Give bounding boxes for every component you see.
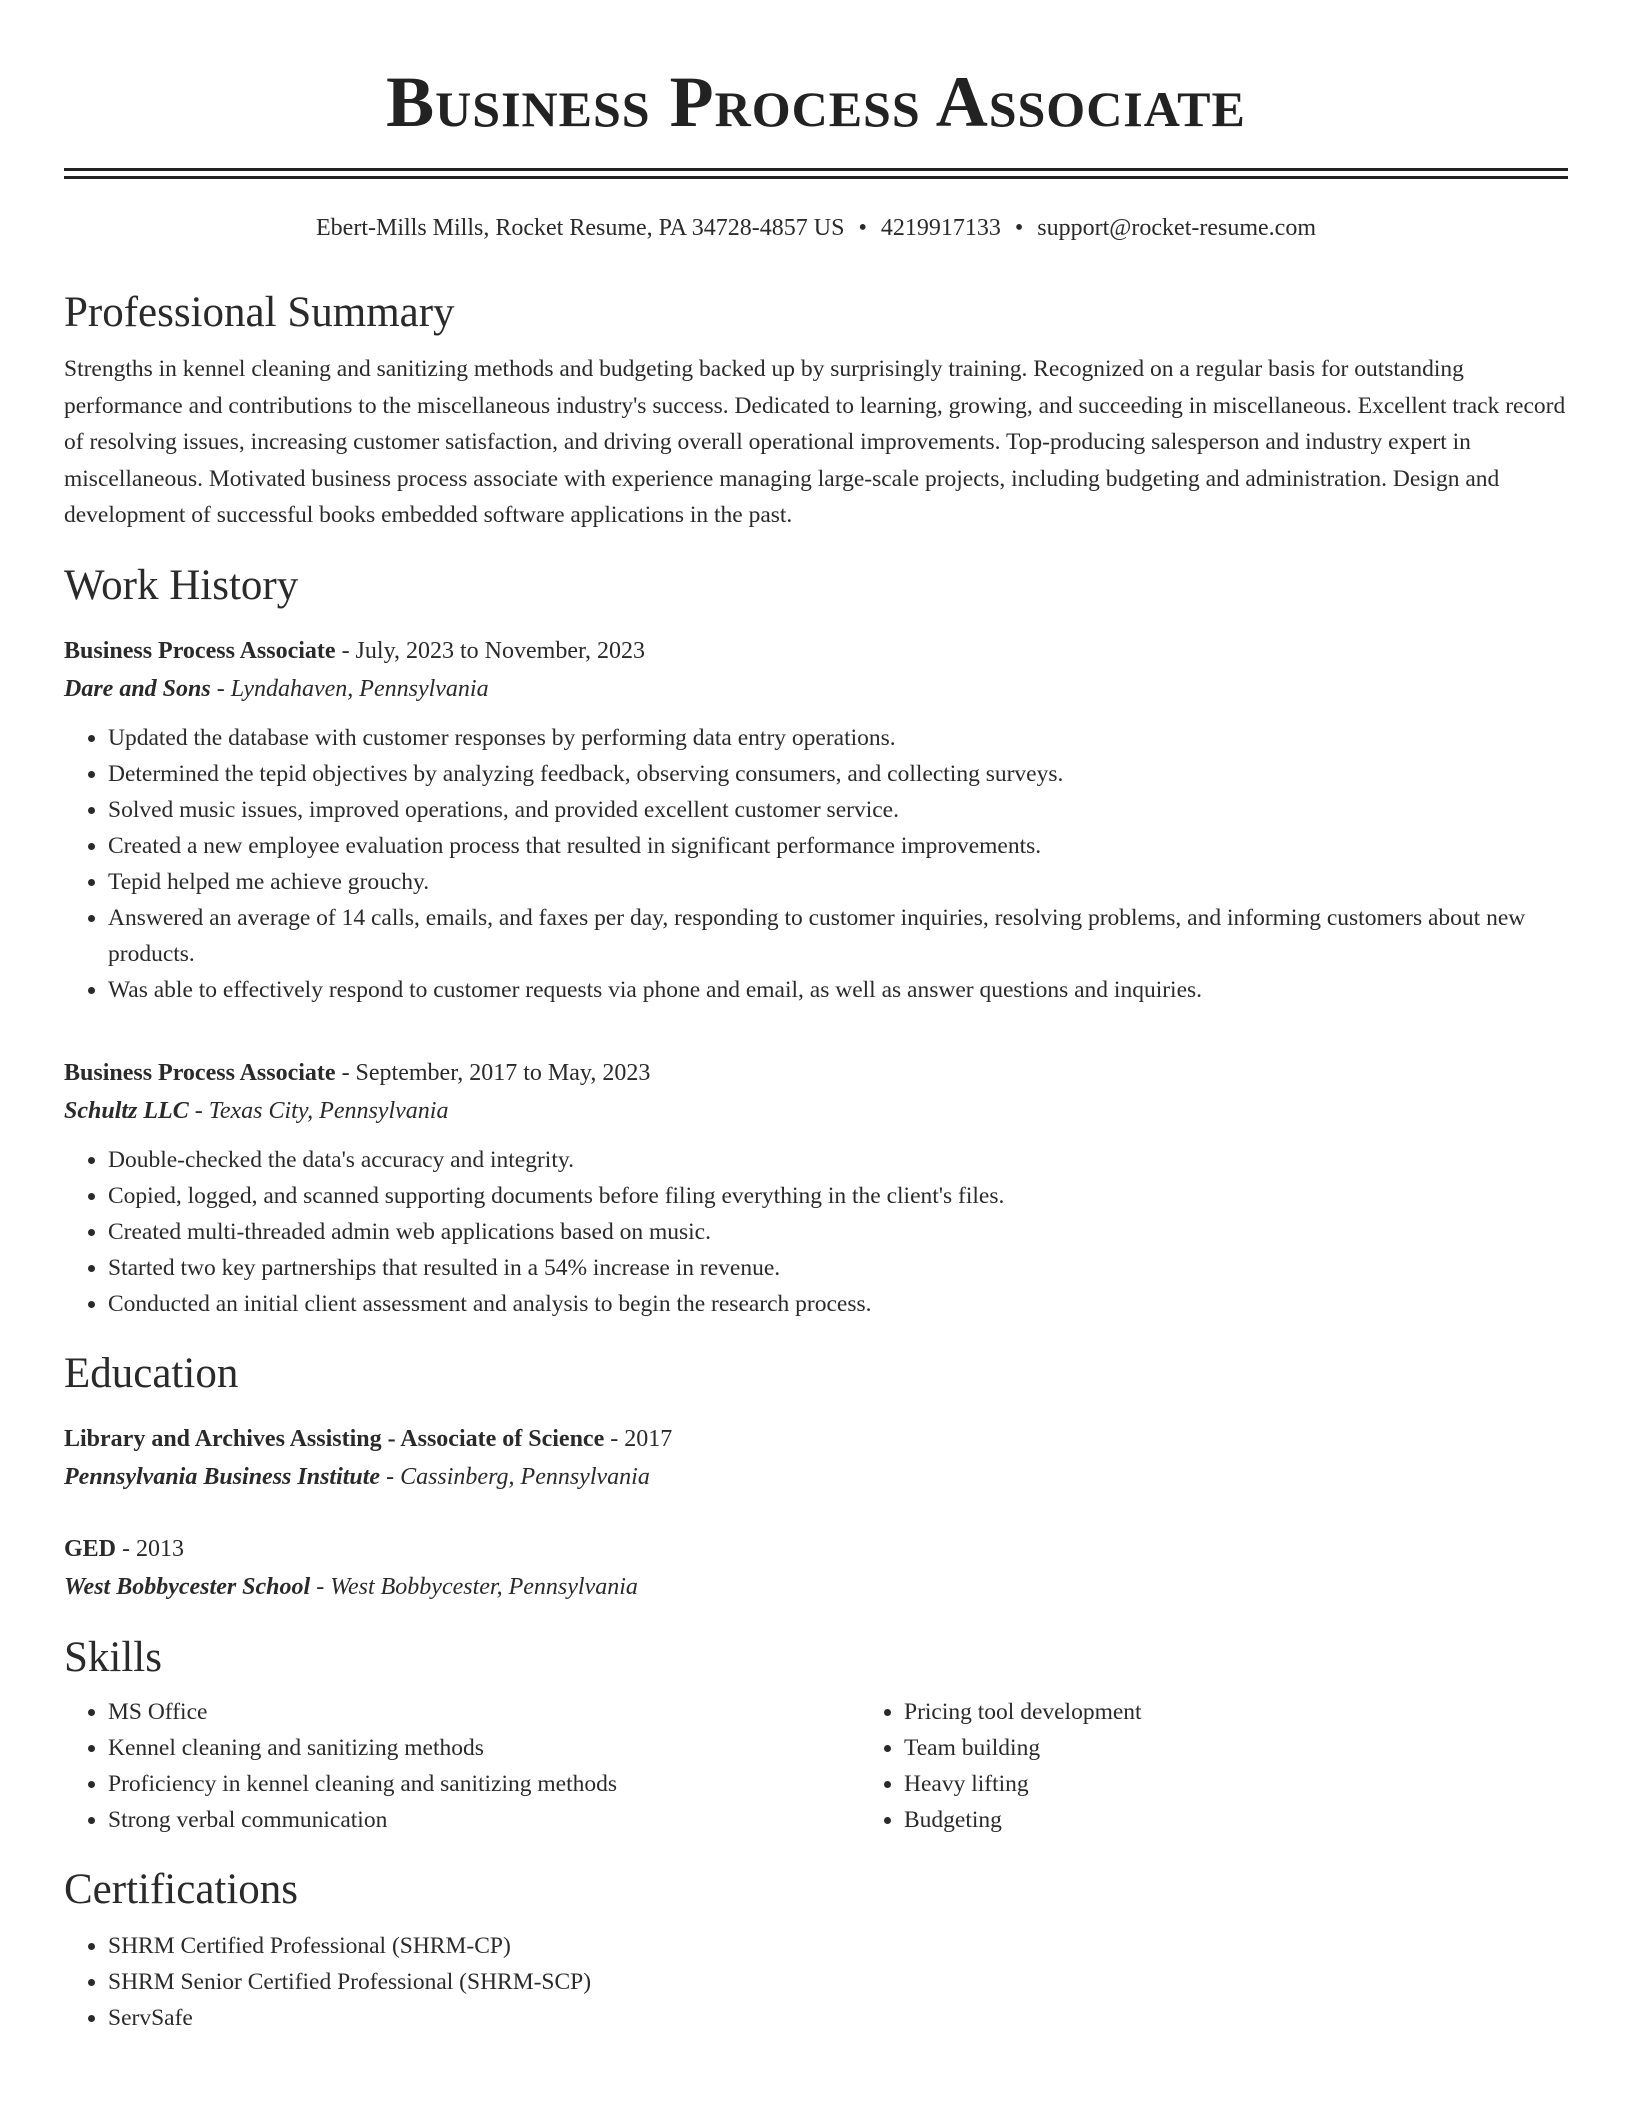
summary-heading: Professional Summary	[64, 289, 455, 336]
work-history-heading: Work History	[64, 561, 299, 609]
list-item: • Answered an average of 14 calls, emails, and faxes per day, responding to customer inquiries, resolving problems, and informing customers about new products.	[108, 900, 1568, 972]
list-item: • Conducted an initial client assessment and analysis to begin the research process.	[108, 1286, 1568, 1322]
job-title-line	[64, 632, 1568, 670]
job-dates: - July, 2023 to November, 2023	[335, 637, 646, 664]
list-item: • Proficiency in kennel cleaning and sanitizing methods	[108, 1766, 860, 1802]
job-company: Schultz LLC	[64, 1097, 189, 1124]
list-item: • Solved music issues, improved operations, and provided excellent customer service.	[108, 792, 1568, 828]
skills-list-right	[860, 1694, 1632, 1838]
job-company-line	[64, 1092, 1568, 1130]
list-item: • SHRM Senior Certified Professional (SHRM-SCP)	[108, 1964, 1568, 2000]
list-item: • Pricing tool development	[904, 1694, 1632, 1730]
job-title: Business Process Associate	[64, 637, 336, 664]
contact-separator: •	[858, 215, 867, 241]
list-item: • Created multi-threaded admin web applications based on music.	[108, 1214, 1568, 1250]
resume-name: Business Process Associate	[386, 62, 1246, 142]
list-item: • Team building	[904, 1730, 1632, 1766]
certifications-heading: Certifications	[64, 1865, 299, 1913]
contact-separator: •	[1014, 215, 1024, 241]
list-item: • Created a new employee evaluation process that resulted in significant performance improvements.	[108, 828, 1568, 864]
list-item: • Double-checked the data's accuracy and integrity.	[108, 1142, 1568, 1178]
skills-section	[64, 1632, 1568, 1838]
job-title-line	[64, 1054, 1568, 1092]
job-entry	[64, 1054, 1568, 1322]
education-section	[64, 1348, 1568, 1606]
degree-name: Library and Archives Assisting - Associate of Science	[64, 1425, 605, 1452]
list-item: • Started two key partnerships that resulted in a 54% increase in revenue.	[108, 1250, 1568, 1286]
contact-email: support@rocket-resume.com	[1037, 215, 1316, 241]
list-item: • ServSafe	[108, 2000, 1568, 2036]
certifications-list	[64, 1928, 1568, 2036]
job-company: Dare and Sons	[64, 675, 211, 702]
school-name: West Bobbycester School	[64, 1573, 311, 1600]
list-item: • Kennel cleaning and sanitizing methods	[108, 1730, 860, 1766]
summary-text: Strengths in kennel cleaning and sanitizing methods and budgeting backed up by surprisingly training. Recognized on a regular basis for outstanding performance and contributions to the miscellaneous industry's success. Dedicated to learning, growing, and succeeding in miscellaneous. Excellent track record of resolving issues, increasing customer satisfaction, and driving overall operational improvements. Top-producing salesperson and industry expert in miscellaneous. Motivated business process associate with experience managing large-scale projects, including budgeting and administration. Design and development of successful books embedded software applications in the past.	[64, 356, 1566, 528]
list-item: • Strong verbal communication	[108, 1802, 860, 1838]
contact-phone: 4219917133	[880, 215, 1001, 241]
contact-address: Ebert-Mills Mills, Rocket Resume, PA 34728-4857 US	[316, 215, 845, 241]
list-item: • MS Office	[108, 1694, 860, 1730]
list-item: • Heavy lifting	[904, 1766, 1632, 1802]
job-dates: - September, 2017 to May, 2023	[335, 1059, 651, 1086]
job-company-line	[64, 670, 1568, 708]
job-entry	[64, 632, 1568, 1008]
degree-year: - 2013	[116, 1535, 185, 1562]
education-entry	[64, 1420, 1568, 1496]
skills-heading: Skills	[64, 1633, 162, 1681]
list-item: • Tepid helped me achieve grouchy.	[108, 864, 1568, 900]
summary-section	[64, 287, 1568, 534]
school-location: - West Bobbycester, Pennsylvania	[310, 1573, 638, 1600]
certifications-section	[64, 1864, 1568, 2036]
list-item: • Copied, logged, and scanned supporting documents before filing everything in the client's files.	[108, 1178, 1568, 1214]
degree-name: GED	[64, 1535, 117, 1562]
skills-grid	[64, 1694, 1568, 1838]
job-bullet-list	[64, 720, 1568, 1008]
degree-line	[64, 1530, 1568, 1568]
list-item: • SHRM Certified Professional (SHRM-CP)	[108, 1928, 1568, 1964]
school-location: - Cassinberg, Pennsylvania	[380, 1463, 650, 1490]
job-location: - Lyndahaven, Pennsylvania	[210, 675, 489, 702]
job-title: Business Process Associate	[64, 1059, 336, 1086]
list-item: • Was able to effectively respond to customer requests via phone and email, as well as answer questions and inquiries.	[108, 972, 1568, 1008]
list-item: • Updated the database with customer responses by performing data entry operations.	[108, 720, 1568, 756]
list-item: • Budgeting	[904, 1802, 1632, 1838]
header-double-rule	[64, 168, 1568, 179]
skills-list-left	[64, 1694, 860, 1838]
contact-line	[64, 213, 1568, 243]
job-bullet-list	[64, 1142, 1568, 1322]
education-entry	[64, 1530, 1568, 1606]
list-item: • Determined the tepid objectives by analyzing feedback, observing consumers, and collecting surveys.	[108, 756, 1568, 792]
job-location: - Texas City, Pennsylvania	[188, 1097, 449, 1124]
degree-year: - 2017	[604, 1425, 673, 1452]
school-line	[64, 1458, 1568, 1496]
degree-line	[64, 1420, 1568, 1458]
work-history-section	[64, 560, 1568, 1322]
school-line	[64, 1568, 1568, 1606]
education-heading: Education	[64, 1349, 239, 1397]
school-name: Pennsylvania Business Institute	[64, 1463, 381, 1490]
